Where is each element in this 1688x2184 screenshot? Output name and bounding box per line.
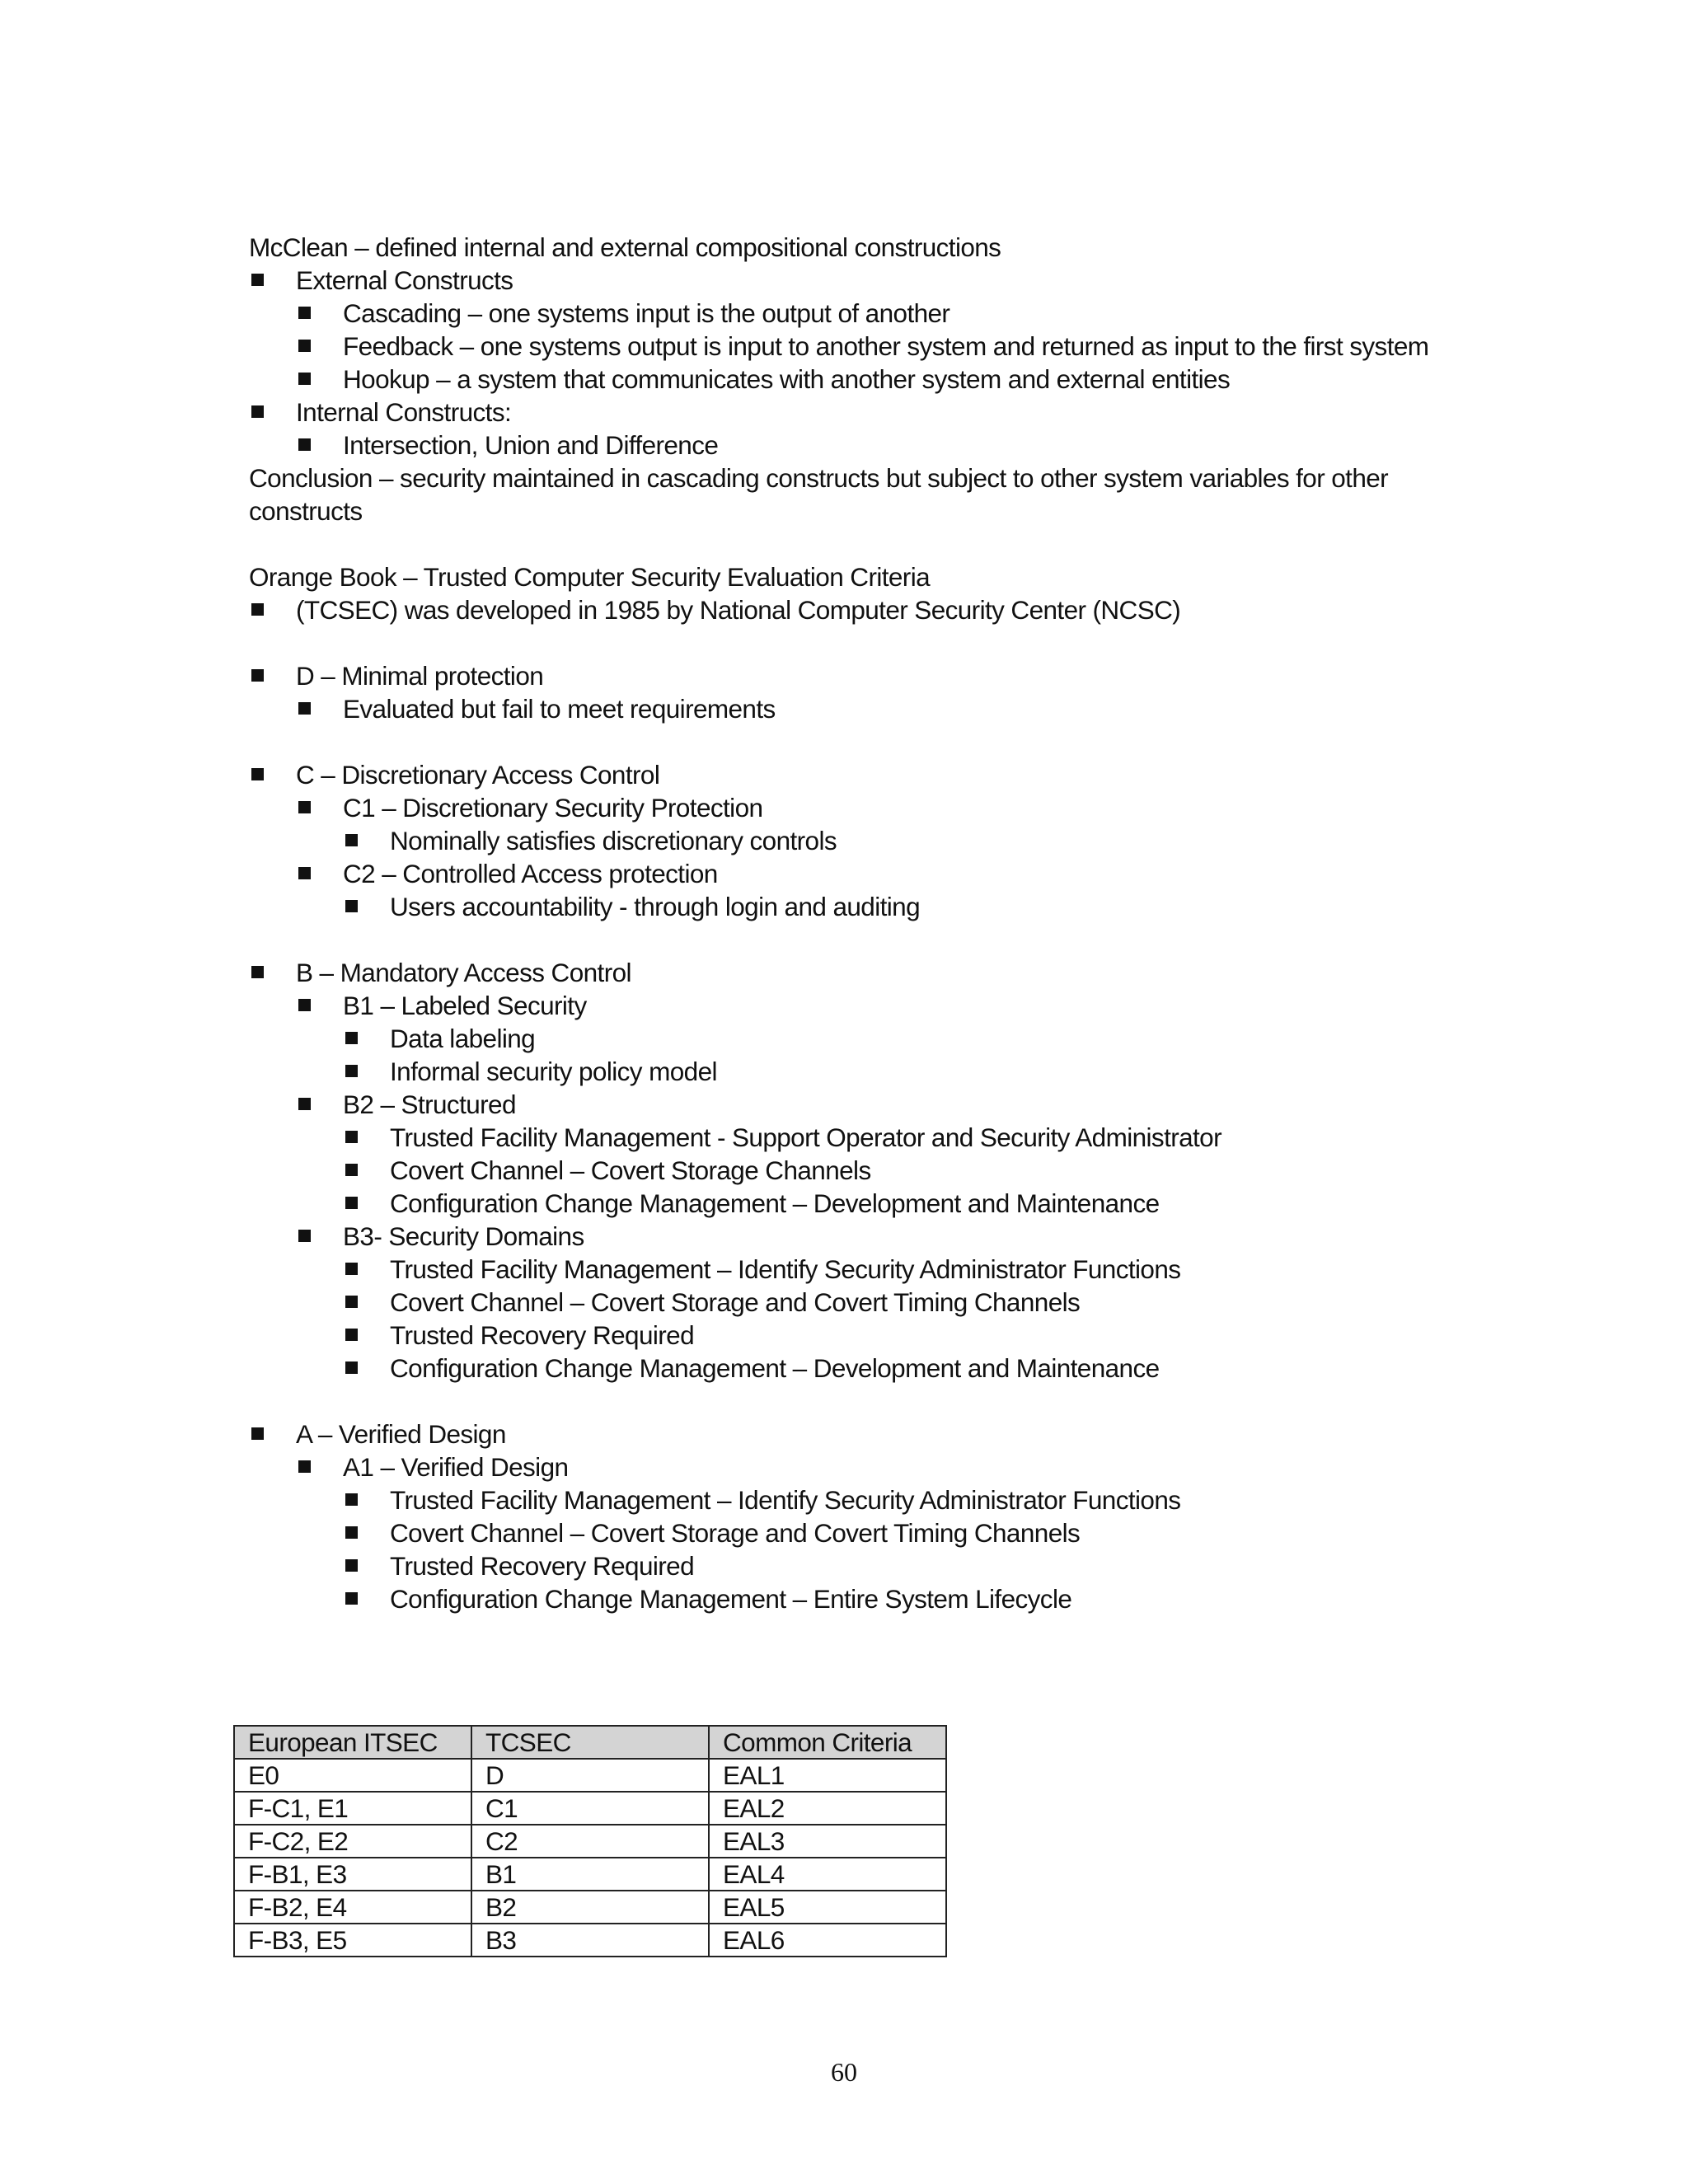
outline-text: Trusted Facility Management – Identify Security Administrator Functions	[390, 1485, 1181, 1515]
outline-list	[249, 231, 1485, 1615]
outline-text: B3- Security Domains	[343, 1221, 584, 1251]
bullet-item-level-3	[249, 1483, 1485, 1516]
square-bullet-icon	[251, 405, 264, 418]
table-cell: EAL2	[709, 1792, 946, 1825]
bullet-item-level-3	[249, 1154, 1485, 1187]
square-bullet-icon	[345, 834, 358, 846]
header-tcsec: TCSEC	[471, 1726, 709, 1759]
table-cell: B2	[471, 1891, 709, 1924]
table-cell: EAL6	[709, 1924, 946, 1957]
square-bullet-icon	[345, 1526, 358, 1539]
bullet-item-level-3	[249, 824, 1485, 857]
outline-text: C – Discretionary Access Control	[296, 760, 660, 790]
square-bullet-icon	[251, 966, 264, 978]
outline-text: Internal Constructs:	[296, 397, 512, 427]
outline-text: A – Verified Design	[296, 1419, 506, 1449]
outline-text: Nominally satisfies discretionary controls	[390, 826, 837, 855]
table-cell: F-C2, E2	[234, 1825, 471, 1858]
outline-text: Evaluated but fail to meet requirements	[343, 694, 776, 724]
bullet-item-level-2	[249, 363, 1485, 396]
square-bullet-icon	[298, 867, 311, 879]
square-bullet-icon	[298, 702, 311, 715]
outline-text: B2 – Structured	[343, 1090, 516, 1119]
table-row	[234, 1759, 946, 1792]
blank-line	[249, 626, 1485, 659]
outline-text: Intersection, Union and Difference	[343, 430, 719, 460]
bullet-item-level-2	[249, 989, 1485, 1022]
outline-text: D – Minimal protection	[296, 661, 544, 691]
bullet-item-level-2	[249, 1220, 1485, 1253]
outline-text: McClean – defined internal and external compositional constructions	[249, 232, 1001, 262]
table-row	[234, 1924, 946, 1957]
outline-text: Conclusion – security maintained in cascading constructs but subject to other system variables for other constructs	[249, 463, 1389, 526]
outline-text: Data labeling	[390, 1024, 536, 1053]
square-bullet-icon	[298, 373, 311, 385]
bullet-item-level-3	[249, 1022, 1485, 1055]
table-cell: D	[471, 1759, 709, 1792]
outline-text: A1 – Verified Design	[343, 1452, 569, 1482]
blank-line	[249, 527, 1485, 560]
outline-text: Trusted Facility Management – Identify Security Administrator Functions	[390, 1254, 1181, 1284]
bullet-item-level-1	[249, 956, 1485, 989]
square-bullet-icon	[345, 1032, 358, 1044]
page-number: 60	[831, 2057, 857, 2087]
bullet-item-level-2	[249, 1088, 1485, 1121]
bullet-item-level-3	[249, 1055, 1485, 1088]
paragraph-line	[249, 560, 1485, 593]
bullet-item-level-3	[249, 1516, 1485, 1549]
bullet-item-level-1	[249, 264, 1485, 297]
bullet-item-level-3	[249, 1352, 1485, 1385]
bullet-item-level-2	[249, 297, 1485, 330]
bullet-item-level-3	[249, 1582, 1485, 1615]
table-cell: F-B2, E4	[234, 1891, 471, 1924]
outline-text: B1 – Labeled Security	[343, 991, 587, 1020]
outline-text: Trusted Recovery Required	[390, 1551, 694, 1581]
table-cell: F-C1, E1	[234, 1792, 471, 1825]
square-bullet-icon	[298, 1098, 311, 1110]
table-cell: C1	[471, 1792, 709, 1825]
table-cell: E0	[234, 1759, 471, 1792]
outline-text: C1 – Discretionary Security Protection	[343, 793, 763, 823]
header-european-itsec: European ITSEC	[234, 1726, 471, 1759]
blank-line	[249, 923, 1485, 956]
outline-text: Trusted Facility Management - Support Operator and Security Administrator	[390, 1122, 1221, 1152]
bullet-item-level-3	[249, 1549, 1485, 1582]
criteria-comparison-table	[233, 1725, 947, 1957]
table-cell: F-B1, E3	[234, 1858, 471, 1891]
square-bullet-icon	[345, 1131, 358, 1143]
paragraph-line	[249, 462, 1485, 527]
square-bullet-icon	[345, 1065, 358, 1077]
outline-text: Covert Channel – Covert Storage Channels	[390, 1155, 871, 1185]
square-bullet-icon	[345, 1361, 358, 1374]
bullet-item-level-3	[249, 1286, 1485, 1319]
bullet-item-level-2	[249, 857, 1485, 890]
outline-text: Feedback – one systems output is input to another system and returned as input to the first system	[343, 331, 1429, 361]
square-bullet-icon	[345, 900, 358, 912]
square-bullet-icon	[251, 603, 264, 616]
outline-text: Covert Channel – Covert Storage and Covert Timing Channels	[390, 1287, 1081, 1317]
table-cell: C2	[471, 1825, 709, 1858]
blank-line	[249, 725, 1485, 758]
table-cell: EAL3	[709, 1825, 946, 1858]
outline-text: Users accountability - through login and auditing	[390, 892, 921, 921]
table-header-row	[234, 1726, 946, 1759]
outline-text: Configuration Change Management – Development and Maintenance	[390, 1188, 1160, 1218]
bullet-item-level-1	[249, 593, 1485, 626]
outline-text: Hookup – a system that communicates with another system and external entities	[343, 364, 1231, 394]
square-bullet-icon	[251, 768, 264, 780]
outline-text: Trusted Recovery Required	[390, 1320, 694, 1350]
outline-text: C2 – Controlled Access protection	[343, 859, 718, 888]
bullet-item-level-1	[249, 758, 1485, 791]
bullet-item-level-3	[249, 1319, 1485, 1352]
outline-text: B – Mandatory Access Control	[296, 958, 631, 987]
bullet-item-level-2	[249, 692, 1485, 725]
outline-text: Informal security policy model	[390, 1057, 717, 1086]
square-bullet-icon	[345, 1164, 358, 1176]
square-bullet-icon	[251, 669, 264, 682]
square-bullet-icon	[251, 1427, 264, 1440]
table-cell: EAL5	[709, 1891, 946, 1924]
outline-text: Covert Channel – Covert Storage and Covert Timing Channels	[390, 1518, 1081, 1548]
header-common-criteria: Common Criteria	[709, 1726, 946, 1759]
square-bullet-icon	[298, 999, 311, 1011]
table-cell: B1	[471, 1858, 709, 1891]
bullet-item-level-1	[249, 396, 1485, 429]
square-bullet-icon	[298, 801, 311, 813]
table-cell: EAL4	[709, 1858, 946, 1891]
square-bullet-icon	[298, 1460, 311, 1473]
table-row	[234, 1858, 946, 1891]
bullet-item-level-3	[249, 1121, 1485, 1154]
outline-text: Configuration Change Management – Entire System Lifecycle	[390, 1584, 1072, 1614]
outline-text: Configuration Change Management – Development and Maintenance	[390, 1353, 1160, 1383]
square-bullet-icon	[345, 1197, 358, 1209]
bullet-item-level-2	[249, 1451, 1485, 1483]
bullet-item-level-3	[249, 890, 1485, 923]
table-row	[234, 1825, 946, 1858]
bullet-item-level-2	[249, 429, 1485, 462]
outline-text: External Constructs	[296, 265, 513, 295]
square-bullet-icon	[298, 1230, 311, 1242]
blank-line	[249, 1385, 1485, 1418]
square-bullet-icon	[345, 1559, 358, 1572]
table-cell: F-B3, E5	[234, 1924, 471, 1957]
table-row	[234, 1792, 946, 1825]
paragraph-line	[249, 231, 1485, 264]
bullet-item-level-2	[249, 791, 1485, 824]
table-cell: EAL1	[709, 1759, 946, 1792]
table-cell: B3	[471, 1924, 709, 1957]
square-bullet-icon	[345, 1329, 358, 1341]
bullet-item-level-1	[249, 1418, 1485, 1451]
square-bullet-icon	[345, 1263, 358, 1275]
bullet-item-level-2	[249, 330, 1485, 363]
square-bullet-icon	[345, 1592, 358, 1605]
square-bullet-icon	[345, 1296, 358, 1308]
square-bullet-icon	[298, 438, 311, 451]
bullet-item-level-3	[249, 1187, 1485, 1220]
square-bullet-icon	[298, 340, 311, 352]
square-bullet-icon	[345, 1493, 358, 1506]
square-bullet-icon	[298, 307, 311, 319]
square-bullet-icon	[251, 274, 264, 286]
table-row	[234, 1891, 946, 1924]
bullet-item-level-3	[249, 1253, 1485, 1286]
bullet-item-level-1	[249, 659, 1485, 692]
outline-text: (TCSEC) was developed in 1985 by National Computer Security Center (NCSC)	[296, 595, 1181, 625]
outline-text: Orange Book – Trusted Computer Security Evaluation Criteria	[249, 562, 931, 592]
outline-text: Cascading – one systems input is the output of another	[343, 298, 950, 328]
